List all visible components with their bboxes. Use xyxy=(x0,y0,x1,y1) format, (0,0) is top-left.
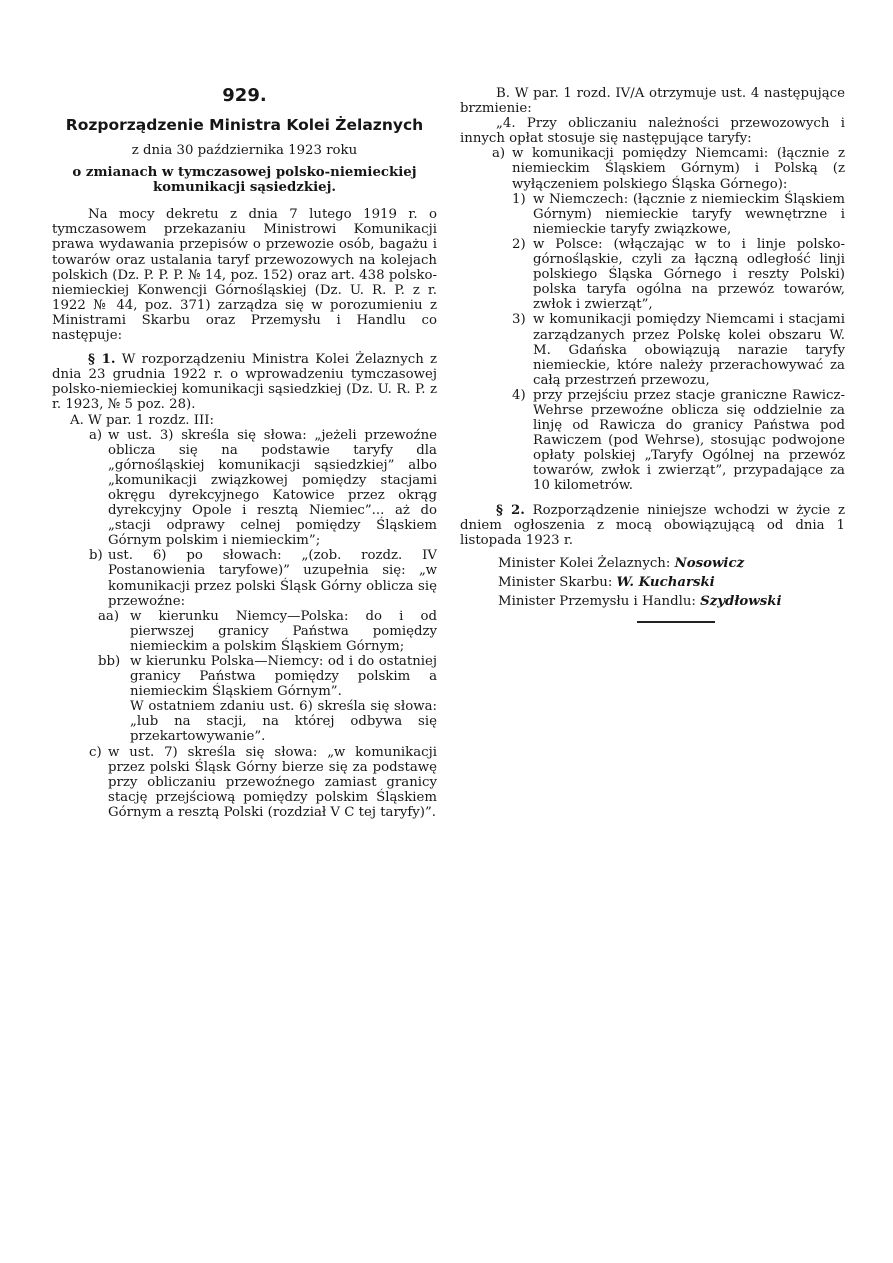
signature-role: Minister Skarbu: xyxy=(498,574,613,590)
item-label: bb) xyxy=(98,654,121,669)
item-label: 1) xyxy=(512,191,526,207)
item-label: aa) xyxy=(98,608,120,624)
item-label: 4) xyxy=(512,387,526,403)
item-text: w Polsce: (włączając w to i linje polsko-górnośląskie, czyli za łączną odległość linji polskiego Śląska Górnego i reszty Polski) polska taryfa ogólna na przewóz towarów, zwłok i zwierząt”, xyxy=(533,236,845,313)
paragraph-4: „4. Przy obliczaniu należności przewozowych i innych opłat stosuje się następujące taryfy: xyxy=(460,116,845,147)
preamble: Na mocy dekretu z dnia 7 lutego 1919 r. o tymczasowem przekazaniu Ministrowi Komunikacji prawa wydawania przepisów o przewozie osób, bagażu i towarów oraz ustalania taryf przewozowych na kolejach polskich (Dz. P. P. P. № 14, poz. 152) oraz art. 438 polsko-niemieckiej Konwencji Górnośląskiej (Dz. U. R. P. z r. 1922 № 44, poz. 371) zarządza się w porozumieniu z Ministrami Skarbu oraz Przemysłu i Handlu co następuje: xyxy=(52,207,437,344)
list-item-1 xyxy=(460,192,845,237)
document-date: z dnia 30 października 1923 roku xyxy=(131,143,358,158)
signature-name: Nosowicz xyxy=(674,555,745,571)
signature-name: W. Kucharski xyxy=(616,574,715,590)
list-item-b xyxy=(52,548,437,608)
item-text: przy przejściu przez stacje graniczne Rawicz-Wehrse przewoźne oblicza się oddzielnie za linję od Rawicza do granicy Państwa pod Rawiczem (pod Wehrse), stosując podwojone opłaty polskiej „Taryfy Ogólnej na przewóz towarów, zwłok i zwierząt”, przypadające za 10 kilometrów. xyxy=(533,387,845,494)
section-1-label: § 1. xyxy=(88,352,116,368)
list-item-c xyxy=(52,745,437,820)
list-item-2 xyxy=(460,237,845,312)
section-1 xyxy=(52,352,437,412)
section-2 xyxy=(460,503,845,548)
item-label: a) xyxy=(492,146,506,162)
document-number: 929. xyxy=(222,85,267,106)
signature-line xyxy=(498,554,845,573)
page-title: Rozporządzenie Ministra Kolei Żelaznych xyxy=(65,116,424,134)
item-label: c) xyxy=(89,744,102,760)
item-label: a) xyxy=(89,427,103,443)
section-2-text: Rozporządzenie niniejsze wchodzi w życie z dniem ogłoszenia z mocą obowiązującą od dnia 1 listopada 1923 r. xyxy=(460,502,845,548)
part-b-heading: B. W par. 1 rozd. IV/A otrzymuje ust. 4 następujące brzmienie: xyxy=(460,86,845,117)
item-text: w ust. 7) skreśla się słowa: „w komunikacji przez polski Śląsk Górny bierze się za podstawę przy obliczaniu przewoźnego zamiast granicy stację przejściową pomiędzy polskim Śląskiem Górnym a resztą Polski (rozdział V C tej taryfy)”. xyxy=(108,744,437,820)
item-text: w Niemczech: (łącznie z niemieckim Śląskiem Górnym) niemieckie taryfy wewnętrzne i niemieckie taryfy związkowe, xyxy=(533,191,845,237)
item-text: w komunikacji pomiędzy Niemcami i stacjami zarządzanych przez Polskę kolei obszaru W. M. Gdańska obowiązują narazie taryfy niemieckie, które należy przerachowywać za całą przestrzeń przewozu, xyxy=(533,312,845,388)
item-text: w kierunku Polska—Niemcy: od i do ostatniej granicy Państwa pomiędzy polskim a niemieckim Śląskiem Górnym”. xyxy=(130,654,437,700)
list-item-4 xyxy=(460,388,845,494)
item-text: w komunikacji pomiędzy Niemcami: (łącznie z niemieckim Śląskiem Górnym) i Polską (z wyłączeniem polskiego Śląska Górnego): xyxy=(512,146,845,192)
item-b-note: W ostatniem zdaniu ust. 6) skreśla się słowa: „lub na stacji, na której odbywa się przekartowywanie”. xyxy=(130,699,437,745)
part-a-heading: A. W par. 1 rozdz. III: xyxy=(70,412,214,428)
item-label: 3) xyxy=(512,312,526,328)
document-subject: o zmianach w tymczasowej polsko-niemieckiej komunikacji sąsiedzkiej. xyxy=(72,165,417,196)
section-2-label: § 2. xyxy=(496,502,525,518)
closing-divider xyxy=(637,621,715,623)
signature-line xyxy=(498,573,845,592)
list-item-a xyxy=(460,146,845,191)
item-text: w ust. 3) skreśla się słowa: „jeżeli przewoźne oblicza się na podstawie taryfy dla „górnośląskiej komunikacji sąsiedzkiej” albo „komunikacji związkowej pomiędzy stacjami okręgu dyrekcyjnego Katowice przez okrąg dyrekcyjny Opole i resztą Niemiec”... aż do „stacji odprawy celnej pomiędzy Śląskiem Górnym polskim i niemieckim”; xyxy=(108,427,437,549)
section-1-text: W rozporządzeniu Ministra Kolei Żelaznych z dnia 23 grudnia 1922 r. o wprowadzeniu tymczasowej polsko-niemieckiej komunikacji sąsiedzkiej (Dz. U. R. P. z r. 1923, № 5 poz. 28). xyxy=(52,352,438,413)
left-column xyxy=(52,86,437,820)
item-text: ust. 6) po słowach: „(zob. rozdz. IV Postanowienia taryfowe)” uzupełnia się: „w komunikacji przez polski Śląsk Górny oblicza się przewoźne: xyxy=(108,548,437,609)
signature-line xyxy=(498,592,845,611)
signature-role: Minister Przemysłu i Handlu: xyxy=(498,593,696,609)
signatures xyxy=(460,554,845,611)
list-item-3 xyxy=(460,312,845,387)
signature-name: Szydłowski xyxy=(700,593,782,609)
list-item-a xyxy=(52,428,437,549)
item-text: w kierunku Niemcy—Polska: do i od pierwszej granicy Państwa pomiędzy niemieckim a polskim Śląskiem Górnym; xyxy=(130,608,437,654)
right-column xyxy=(460,86,845,623)
signature-role: Minister Kolei Żelaznych: xyxy=(498,555,671,571)
list-item-aa xyxy=(52,609,437,654)
item-label: b) xyxy=(89,548,103,564)
item-label: 2) xyxy=(512,236,526,252)
list-item-bb xyxy=(52,654,437,699)
